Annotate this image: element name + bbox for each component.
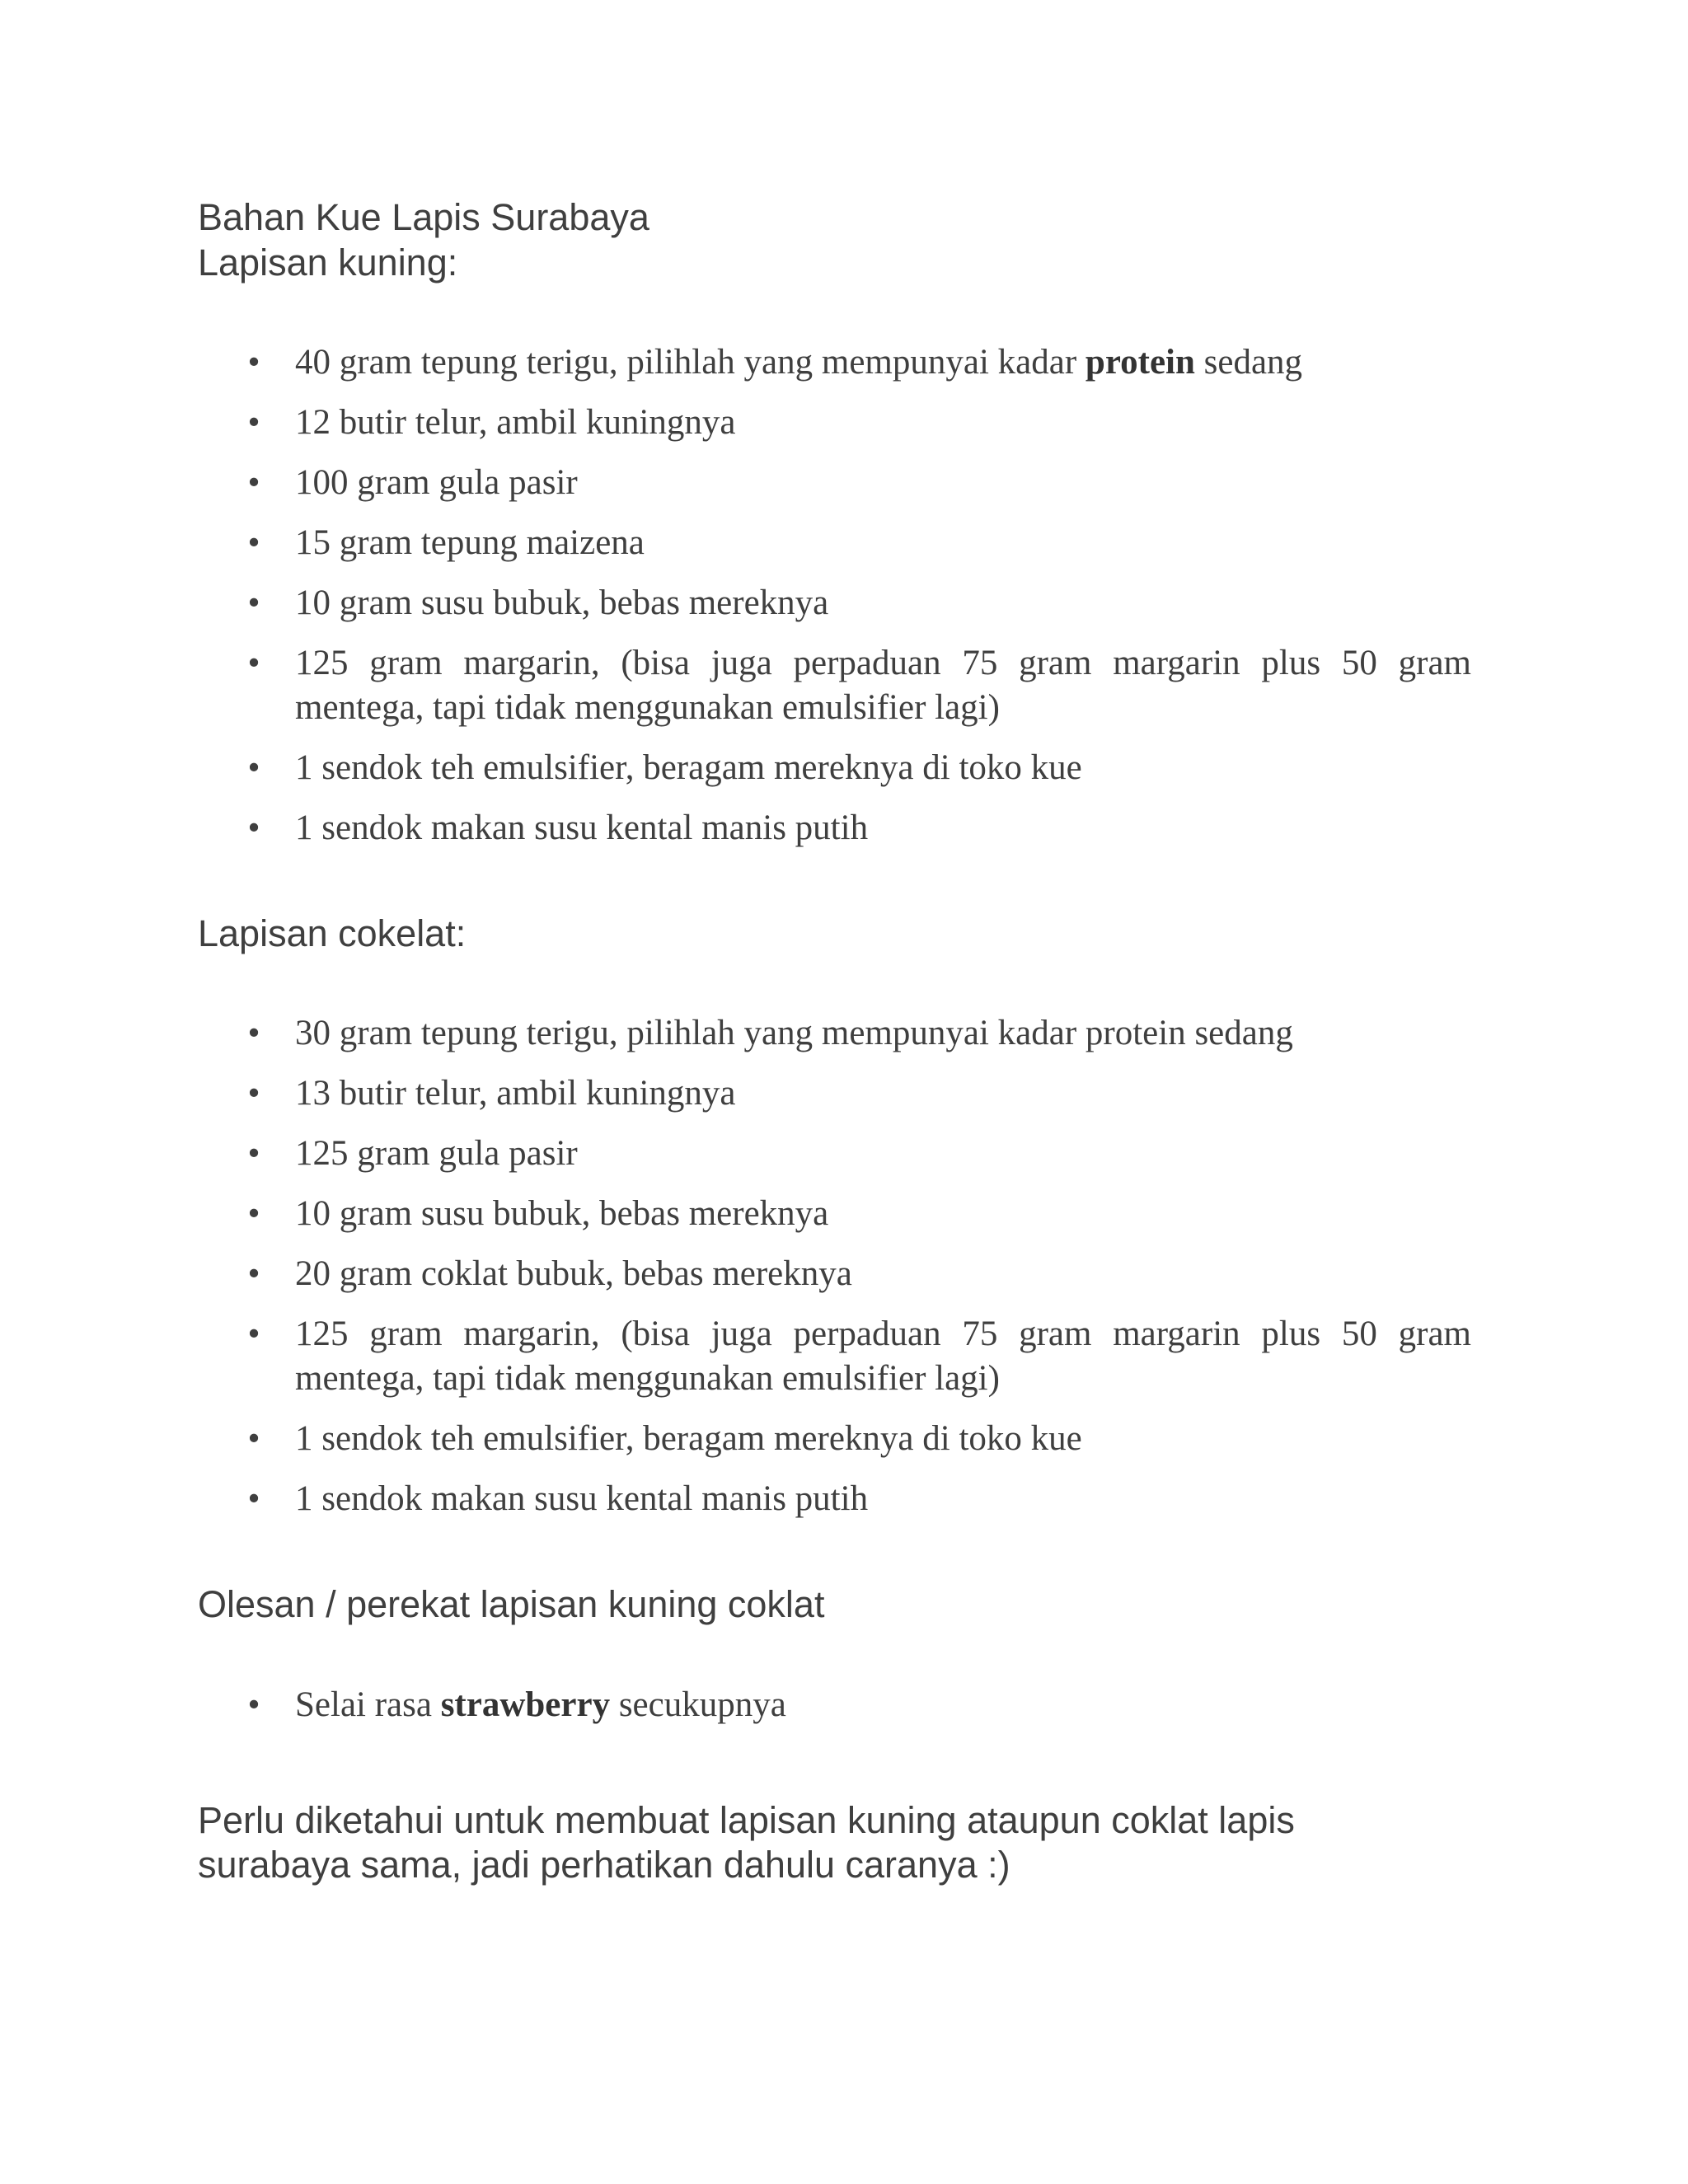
list-item-text: 10 gram susu bubuk, bebas mereknya [295,1194,829,1233]
list-item [198,1312,1471,1401]
bullet-icon: • [247,1479,260,1518]
list-item-text: Selai rasa strawberry secukupnya [295,1685,786,1724]
list-item-text: 30 gram tepung terigu, pilihlah yang mempunyai kadar protein sedang [295,1014,1293,1052]
document-title: Bahan Kue Lapis Surabaya [198,196,649,238]
bullet-icon: • [247,748,260,787]
list-item [198,1071,1471,1116]
closing-line-2: surabaya sama, jadi perhatikan dahulu caranya :) [198,1844,1010,1886]
list-item [198,1192,1471,1236]
list-item-text: 10 gram susu bubuk, bebas mereknya [295,583,829,622]
list-item-text: 1 sendok makan susu kental manis putih [295,1479,869,1518]
bullet-icon: • [247,1254,260,1293]
list-item-text: 1 sendok teh emulsifier, beragam mereknya di toko kue [295,748,1082,787]
list-item-text: 1 sendok makan susu kental manis putih [295,808,869,847]
bullet-icon: • [247,343,260,382]
closing-line-1: Perlu diketahui untuk membuat lapisan kuning ataupun coklat lapis [198,1799,1295,1841]
list-item-text: 20 gram coklat bubuk, bebas mereknya [295,1254,852,1293]
bullet-icon: • [247,1194,260,1233]
list-item [198,641,1471,730]
list-item-text: 125 gram gula pasir [295,1134,578,1173]
list-item-text: 13 butir telur, ambil kuningnya [295,1074,736,1113]
list-item-text: 40 gram tepung terigu, pilihlah yang mempunyai kadar protein sedang [295,343,1303,382]
bullet-icon: • [247,644,260,682]
bullet-icon: • [247,463,260,502]
list-item-text: 100 gram gula pasir [295,463,578,502]
bullet-icon: • [247,1685,260,1724]
list-item [198,1417,1471,1461]
bullet-icon: • [247,1419,260,1458]
bullet-icon: • [247,1074,260,1113]
list-item-text: 125 gram margarin, (bisa juga perpaduan 75 gram margarin plus 50 gram mentega, tapi tidak menggunakan emulsifier lagi) [295,644,1471,727]
bullet-icon: • [247,808,260,847]
list-item [198,521,1471,565]
list-item-text: 12 butir telur, ambil kuningnya [295,403,736,442]
list-item [198,1011,1471,1056]
section-heading-kuning: Lapisan kuning: [198,241,458,284]
list-item [198,461,1471,505]
list-item-text: 15 gram tepung maizena [295,523,645,562]
section-heading-cokelat: Lapisan cokelat: [198,912,467,954]
list-item-text: 125 gram margarin, (bisa juga perpaduan 75 gram margarin plus 50 gram mentega, tapi tidak menggunakan emulsifier lagi) [295,1315,1471,1398]
list-item [198,1252,1471,1296]
bullet-icon: • [247,1014,260,1052]
section-heading-olesan: Olesan / perekat lapisan kuning coklat [198,1583,825,1625]
bullet-icon: • [247,583,260,622]
list-item [198,1132,1471,1176]
list-item [198,581,1471,626]
bullet-icon: • [247,523,260,562]
bullet-icon: • [247,1315,260,1353]
list-item [198,340,1471,385]
bullet-icon: • [247,1134,260,1173]
list-item [198,806,1471,851]
list-item [198,1683,1471,1727]
list-item-text: 1 sendok teh emulsifier, beragam mereknya di toko kue [295,1419,1082,1458]
list-item [198,401,1471,445]
list-item [198,1477,1471,1521]
list-item [198,746,1471,790]
bullet-icon: • [247,403,260,442]
